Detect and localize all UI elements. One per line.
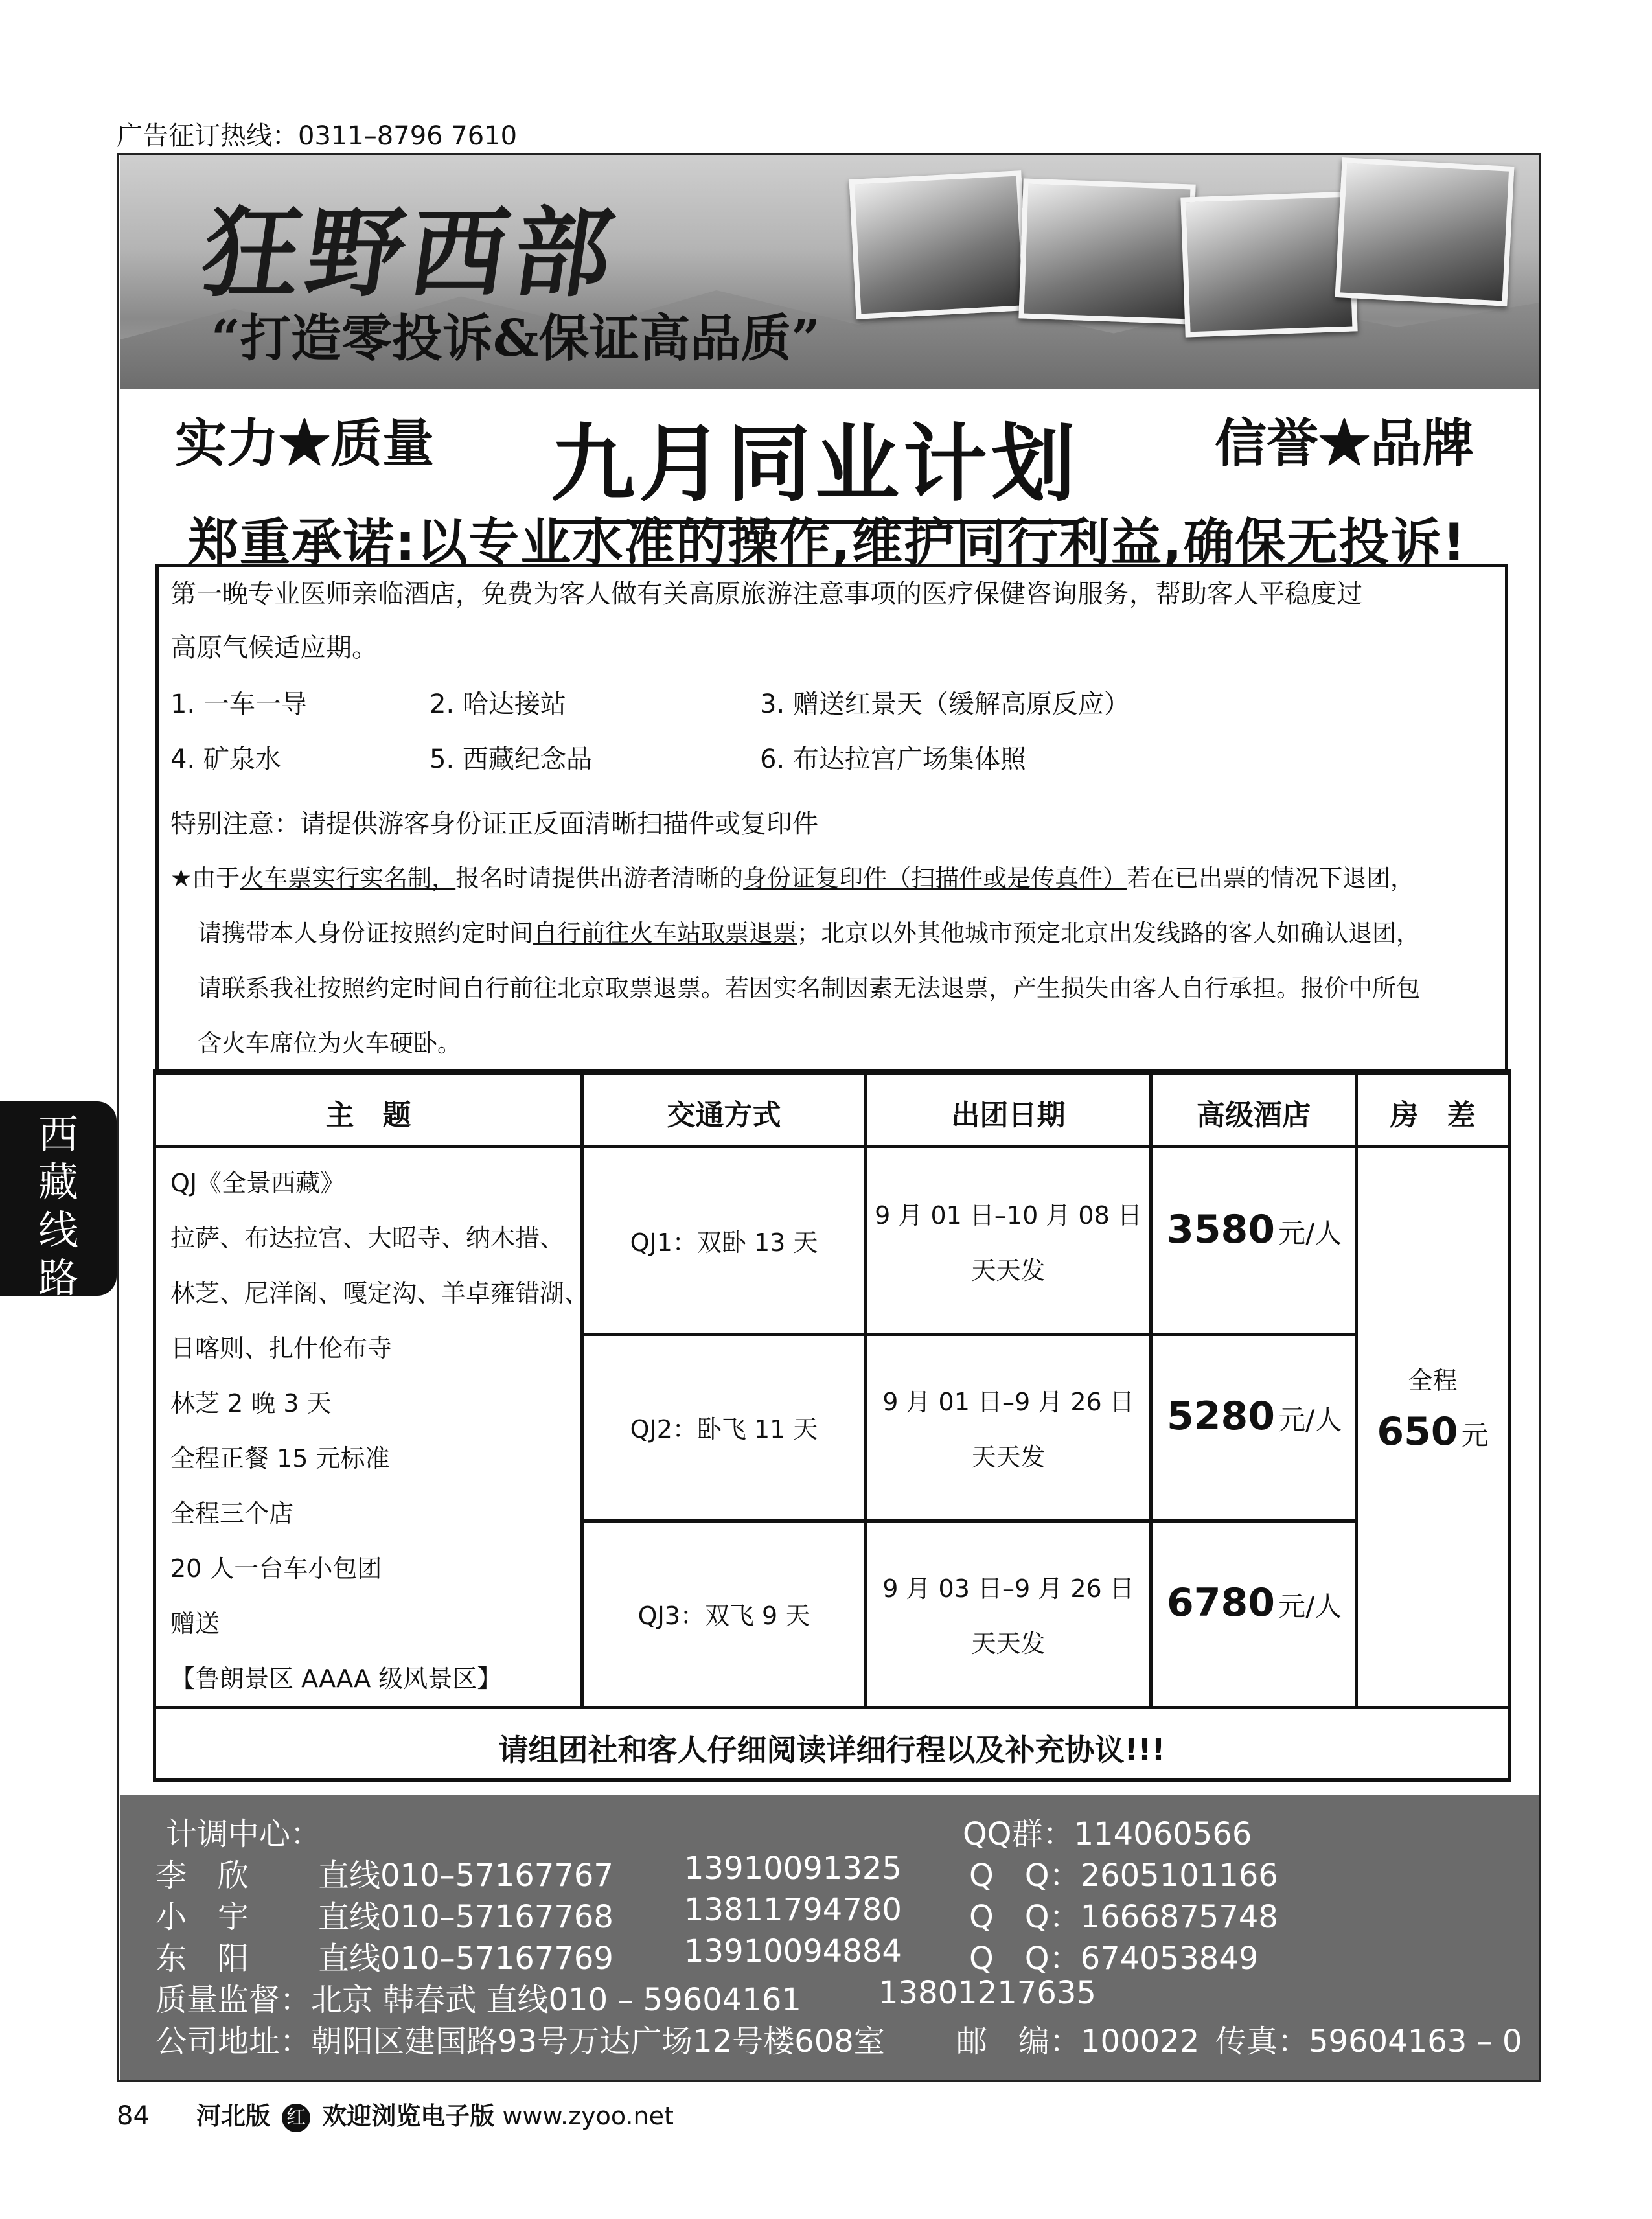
table-divider	[580, 1333, 1358, 1336]
transport-cell: QJ3：双飞 9 天	[637, 1602, 810, 1630]
fax: 传真：59604163 – 0	[1215, 2023, 1522, 2060]
contact-line: 直线010–57167767	[318, 1857, 614, 1894]
section-tab-tibet-routes	[0, 1101, 117, 1302]
header-room-diff: 房 差	[1390, 1099, 1476, 1132]
theme-line: 【鲁朗景区 AAAA 级风景区】	[170, 1664, 502, 1693]
note-underlined: 自行前往火车站取票退票	[533, 919, 797, 947]
page-footer	[117, 2096, 674, 2132]
theme-line: 林芝 2 晚 3 天	[170, 1389, 332, 1418]
photo-camels	[1018, 178, 1195, 324]
realname-note-2	[198, 914, 1420, 949]
header-transport: 交通方式	[667, 1099, 781, 1132]
ad-hotline: 广告征订热线：0311–8796 7610	[117, 121, 518, 151]
benefit-item: 5. 西藏纪念品	[430, 744, 592, 774]
frequency-cell: 天天发	[971, 1629, 1046, 1658]
note-text: 若在已出票的情况下退团，	[1127, 864, 1415, 892]
contact-name: 小 宇	[155, 1899, 249, 1935]
notice-box	[155, 564, 1508, 1075]
qq-group: QQ群：114060566	[963, 1816, 1252, 1852]
welcome-text: 欢迎浏览电子版	[322, 2102, 495, 2130]
frequency-cell: 天天发	[971, 1443, 1046, 1471]
price-value: 6780	[1167, 1580, 1275, 1626]
benefit-item: 1. 一车一导	[170, 689, 307, 719]
price-value: 5280	[1167, 1394, 1275, 1439]
realname-note-3: 请联系我社按照约定时间自行前往北京取票退票。若因实名制因素无法退票，产生损失由客人自行承担。报价中所包	[198, 974, 1420, 1002]
photo-potala	[849, 170, 1029, 319]
benefit-item: 3. 赠送红景天（缓解高原反应）	[760, 689, 1130, 719]
brand-icon: 红	[282, 2104, 310, 2132]
promise-headline: 郑重承诺:以专业水准的操作,维护同行利益,确保无投诉!	[188, 514, 1467, 572]
price-unit: 元/人	[1278, 1404, 1342, 1436]
tab-char: 路	[38, 1254, 78, 1302]
date-cell: 9 月 01 日–9 月 26 日	[882, 1388, 1134, 1416]
frequency-cell: 天天发	[971, 1256, 1046, 1285]
quality-mobile: 13801217635	[878, 1975, 1096, 2011]
page-number: 84	[117, 2101, 150, 2131]
room-diff-price	[1358, 1409, 1508, 1454]
contact-name: 东 阳	[155, 1940, 249, 1977]
company-address: 公司地址：朝阳区建国路93号万达广场12号楼608室	[155, 2023, 885, 2060]
tab-char: 藏	[38, 1158, 78, 1206]
contact-panel	[120, 1795, 1539, 2080]
benefit-item: 4. 矿泉水	[170, 744, 281, 774]
note-text: 报名时请提供出游者清晰的	[455, 864, 744, 892]
room-diff-label: 全程	[1408, 1366, 1458, 1395]
transport-cell: QJ1：双卧 13 天	[630, 1228, 818, 1257]
price-unit: 元/人	[1278, 1217, 1342, 1249]
table-divider	[1149, 1072, 1153, 1707]
tagline-left: 实力★质量	[175, 413, 434, 474]
contact-qq: Q Q：2605101166	[969, 1857, 1278, 1894]
header-date: 出团日期	[951, 1099, 1066, 1132]
itinerary-table	[153, 1069, 1511, 1782]
contact-center-label: 计调中心：	[166, 1816, 322, 1852]
table-divider	[156, 1706, 1508, 1709]
note-underlined: 身份证复印件（扫描件或是传真件）	[743, 864, 1127, 892]
price-cell	[1167, 1394, 1342, 1439]
room-diff-value: 650	[1377, 1409, 1458, 1454]
table-divider	[156, 1145, 1508, 1148]
note-text: ★由于	[170, 864, 240, 892]
note-text: 请携带本人身份证按照约定时间	[198, 919, 533, 947]
note-underlined: 火车票实行实名制，	[240, 864, 456, 892]
theme-line: 赠送	[170, 1609, 220, 1638]
contact-qq: Q Q：674053849	[969, 1940, 1259, 1977]
website-link[interactable]: www.zyoo.net	[502, 2102, 674, 2130]
transport-cell: QJ2：卧飞 11 天	[630, 1415, 818, 1443]
tab-char: 西	[38, 1110, 78, 1158]
banner	[120, 155, 1539, 389]
benefit-item: 6. 布达拉宫广场集体照	[760, 744, 1026, 774]
tagline-right: 信誉★品牌	[1215, 413, 1474, 474]
header-theme: 主 题	[325, 1099, 411, 1132]
photo-palace	[1335, 157, 1515, 306]
postcode: 邮 编：100022	[956, 2023, 1200, 2060]
price-unit: 元/人	[1278, 1591, 1342, 1622]
contact-mobile: 13811794780	[684, 1892, 902, 1928]
contact-line: 直线010–57167768	[318, 1899, 614, 1935]
quality-supervision: 质量监督：北京 韩春武 直线010 – 59604161	[155, 1982, 801, 2018]
realname-note-4: 含火车席位为火车硬卧。	[198, 1029, 461, 1057]
realname-note-1	[170, 858, 1414, 893]
theme-line: 林芝、尼洋阁、嘎定沟、羊卓雍错湖、	[170, 1279, 590, 1307]
contact-name: 李 欣	[155, 1857, 249, 1894]
contact-line: 直线010–57167769	[318, 1940, 614, 1977]
theme-line: 全程正餐 15 元标准	[170, 1444, 390, 1473]
tab-char: 线	[38, 1206, 78, 1254]
notice-line1: 第一晚专业医师亲临酒店，免费为客人做有关高原旅游注意事项的医疗保健咨询服务，帮助客人平稳度过	[170, 579, 1362, 609]
photo-desert	[1180, 191, 1357, 337]
theme-line: QJ《全景西藏》	[170, 1169, 345, 1197]
room-diff-unit: 元	[1461, 1420, 1489, 1451]
edition-label: 河北版	[196, 2102, 271, 2130]
contact-mobile: 13910091325	[684, 1850, 902, 1887]
page-title: 九月同业计划	[551, 397, 1079, 524]
table-divider	[580, 1519, 1358, 1523]
theme-line: 日喀则、扎什伦布寺	[170, 1334, 393, 1362]
read-carefully-note: 请组团社和客人仔细阅读详细行程以及补充协议!!!	[498, 1732, 1165, 1767]
banner-logo: 狂野西部	[195, 196, 626, 310]
banner-slogan: “打造零投诉&保证高品质”	[211, 309, 821, 368]
date-cell: 9 月 03 日–9 月 26 日	[882, 1574, 1134, 1603]
contact-qq: Q Q：1666875748	[969, 1899, 1278, 1935]
price-cell	[1167, 1207, 1342, 1252]
note-text: ；北京以外其他城市预定北京出发线路的客人如确认退团，	[797, 919, 1420, 947]
theme-line: 全程三个店	[170, 1499, 294, 1528]
header-hotel: 高级酒店	[1197, 1099, 1311, 1132]
price-value: 3580	[1167, 1207, 1275, 1252]
contact-mobile: 13910094884	[684, 1933, 902, 1970]
theme-line: 20 人一台车小包团	[170, 1554, 382, 1583]
theme-line: 拉萨、布达拉宫、大昭寺、纳木措、	[170, 1224, 565, 1252]
price-cell	[1167, 1580, 1342, 1626]
date-cell: 9 月 01 日–10 月 08 日	[875, 1201, 1142, 1230]
special-note: 特别注意：请提供游客身份证正反面清晰扫描件或复印件	[170, 809, 818, 839]
benefit-item: 2. 哈达接站	[430, 689, 566, 719]
notice-line2: 高原气候适应期。	[170, 633, 378, 663]
